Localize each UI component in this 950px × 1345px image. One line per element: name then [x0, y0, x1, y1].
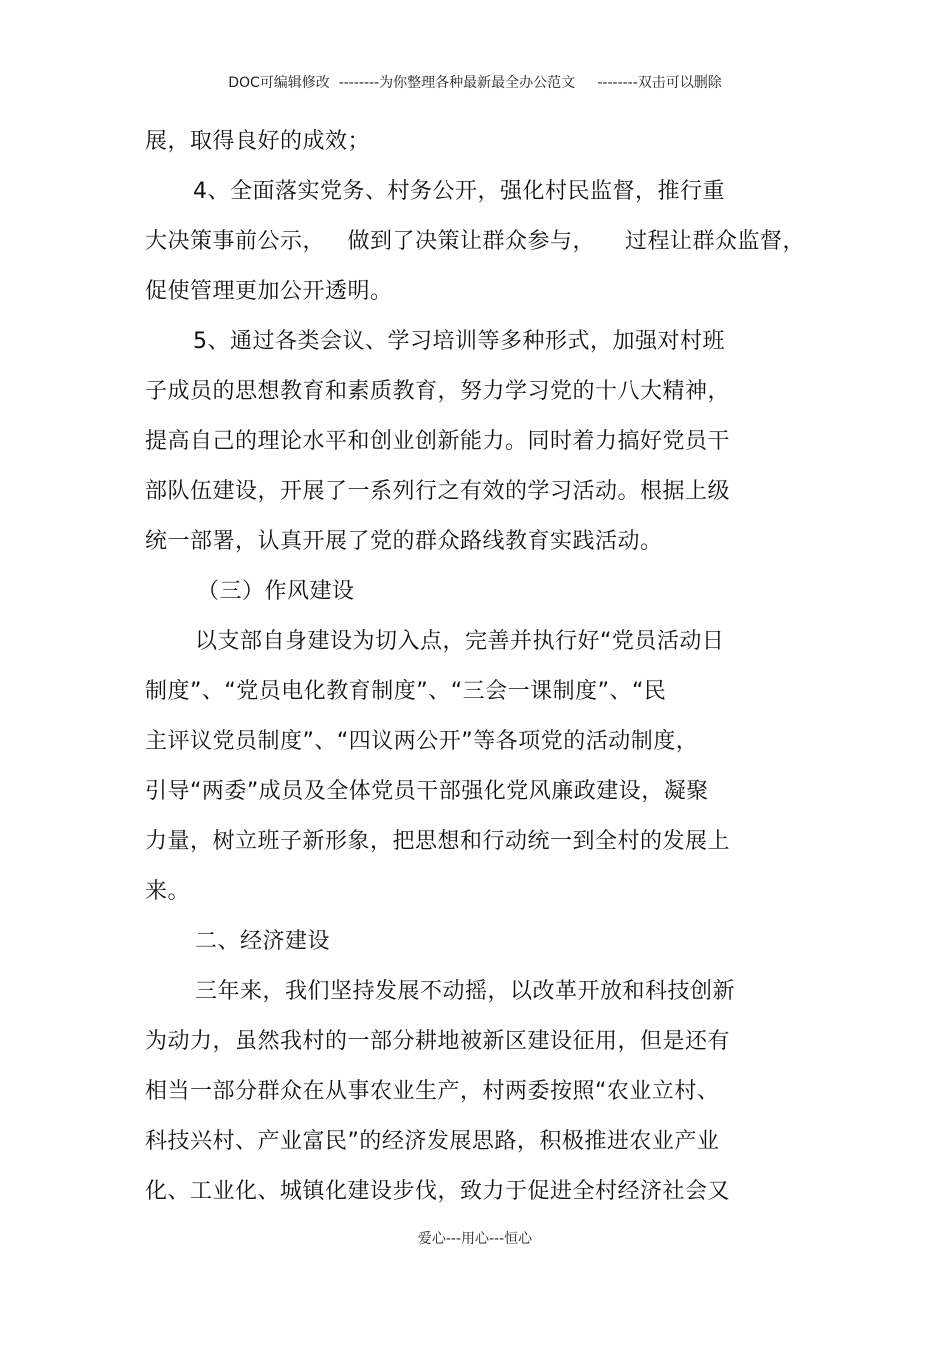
- page-header: DOC可编辑修改 --------为你整理各种最新最全办公范文 --------双击可以删除: [228, 75, 722, 91]
- paragraph-line: 主评议党员制度”、“四议两公开”等各项党的活动制度，: [145, 729, 699, 754]
- paragraph-line: 5、通过各类会议、学习培训等多种形式，加强对村班: [193, 329, 725, 354]
- paragraph-line: 科技兴村、产业富民”的经济发展思路，积极推进农业产业: [145, 1129, 720, 1154]
- section-heading: 二、经济建设: [195, 929, 331, 954]
- paragraph-line: 以支部自身建设为切入点，完善并执行好“党员活动日: [195, 629, 725, 654]
- paragraph-line: 大决策事前公示， 做到了决策让群众参与， 过程让群众监督，: [145, 229, 805, 254]
- paragraph-line: 三年来，我们坚持发展不动摇，以改革开放和科技创新: [195, 979, 736, 1004]
- paragraph-line: 提高自己的理论水平和创业创新能力。同时着力搞好党员干: [145, 429, 731, 454]
- paragraph-line: 子成员的思想教育和素质教育，努力学习党的十八大精神，: [145, 379, 731, 404]
- paragraph-line: 引导“两委”成员及全体党员干部强化党风廉政建设，凝聚: [145, 779, 709, 804]
- paragraph-line: 化、工业化、城镇化建设步伐，致力于促进全村经济社会又: [145, 1179, 731, 1204]
- paragraph-line: 制度”、“党员电化教育制度”、“三会一课制度”、“民: [145, 679, 667, 704]
- paragraph-line: 来。: [145, 879, 191, 904]
- page-footer: 爱心---用心---恒心: [417, 1231, 533, 1247]
- paragraph-line: 展，取得良好的成效；: [145, 129, 371, 154]
- paragraph-line: 力量，树立班子新形象，把思想和行动统一到全村的发展上: [145, 829, 731, 854]
- paragraph-line: 促使管理更加公开透明。: [145, 279, 393, 304]
- paragraph-line: 4、全面落实党务、村务公开，强化村民监督，推行重: [193, 179, 725, 204]
- paragraph-line: 统一部署，认真开展了党的群众路线教育实践活动。: [145, 529, 663, 554]
- paragraph-line: 部队伍建设，开展了一系列行之有效的学习活动。根据上级: [145, 479, 731, 504]
- paragraph-line: 为动力，虽然我村的一部分耕地被新区建设征用，但是还有: [145, 1029, 731, 1054]
- section-heading: （三）作风建设: [197, 579, 355, 604]
- paragraph-line: 相当一部分群众在从事农业生产，村两委按照“农业立村、: [145, 1079, 720, 1104]
